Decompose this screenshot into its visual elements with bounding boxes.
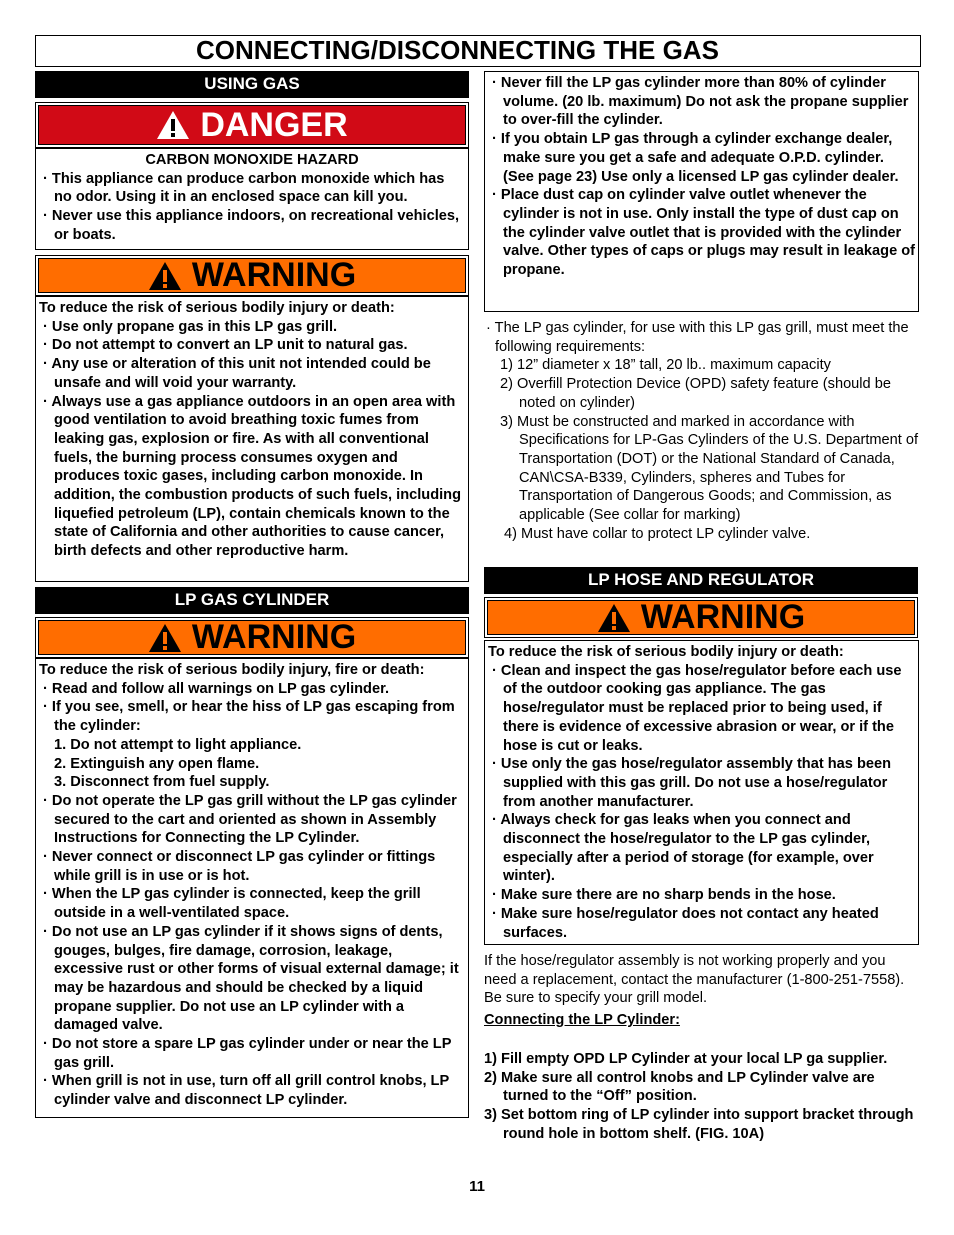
warning-label: WARNING <box>640 598 806 636</box>
danger-label: DANGER <box>200 105 348 144</box>
requirement-item: 2) Overfill Protection Device (OPD) safety feature (should be noted on cylinder) <box>500 376 891 411</box>
warning-item: · Never connect or disconnect LP gas cylinder or fittings while grill is in use or is hot. <box>43 849 436 884</box>
section-header-lp-gas-cylinder: LP GAS CYLINDER <box>35 587 469 614</box>
connecting-title: Connecting the LP Cylinder: <box>484 1012 680 1028</box>
requirement-item: 1) 12” diameter x 18” tall, 20 lb.. maximum capacity <box>500 357 831 374</box>
warning-item: · Do not operate the LP gas grill without the LP gas cylinder secured to the cart and oriented as shown in Assembly Instructions for Connecting the LP Cylinder. <box>43 792 457 847</box>
warning-box-2 <box>35 658 469 1118</box>
warning-item: · Clean and inspect the gas hose/regulator before each use of the outdoor cooking gas appliance. The gas hose/regulator must be replaced prior to being used, if there is evidence of excessive abrasion or wear, or if the hose is cut or leaks. <box>492 662 902 754</box>
warning-subitem: 2. Extinguish any open flame. <box>54 755 260 772</box>
cylinder-requirements <box>484 319 920 543</box>
co-hazard-item: · This appliance can produce carbon monoxide which has no odor. Using it in an enclosed space can kill you. <box>43 170 445 206</box>
connecting-step: 1) Fill empty OPD LP Cylinder at your local LP ga supplier. <box>484 1051 888 1067</box>
co-hazard-box <box>35 148 469 250</box>
cylinder-warning-box-continued <box>484 71 919 312</box>
warning-label: WARNING <box>191 256 357 294</box>
warning-item: · Never fill the LP gas cylinder more than 80% of cylinder volume. (20 lb. maximum) Do not ask the propane supplier to over-fill the cylinder. <box>492 75 909 129</box>
requirement-item: 3) Must be constructed and marked in accordance with Specifications for LP-Gas Cylinders of the U.S. Department of Transportation (DOT) or the National Standard of Canada, CAN\CSA-B339, Cylinders, spheres and Tubes for Transportation of Dangerous Goods; and Commission, as applicable (See collar for marking) <box>500 413 919 524</box>
warning-item: · Do not attempt to convert an LP unit to natural gas. <box>43 337 408 354</box>
warning-item: · When grill is not in use, turn off all grill control knobs, LP cylinder valve and disconnect LP cylinder. <box>43 1073 449 1109</box>
warning-item: · Use only propane gas in this LP gas grill. <box>43 318 338 335</box>
warning-item: · Make sure there are no sharp bends in the hose. <box>492 887 836 904</box>
alert-triangle-icon <box>597 603 631 633</box>
warning-signal-panel-3 <box>484 597 918 638</box>
warning-intro: To reduce the risk of serious bodily injury or death: <box>488 644 844 660</box>
warning-subitem: 1. Do not attempt to light appliance. <box>54 736 302 753</box>
warning-item: · Read and follow all warnings on LP gas cylinder. <box>43 680 389 697</box>
warning-item: · Use only the gas hose/regulator assembly that has been supplied with this gas grill. Do not use a hose/regulator from another manufacturer. <box>492 756 892 810</box>
co-hazard-title: CARBON MONOXIDE HAZARD <box>145 152 359 168</box>
warning-intro: To reduce the risk of serious bodily injury, fire or death: <box>39 662 425 678</box>
warning-signal-panel-2 <box>35 617 469 658</box>
warning-intro: To reduce the risk of serious bodily injury or death: <box>39 300 395 316</box>
warning-item: · If you obtain LP gas through a cylinder exchange dealer, make sure you get a safe and adequate O.P.D. cylinder. (See page 23) Use only a licensed LP gas cylinder dealer. <box>492 131 899 185</box>
warning-item: · Always check for gas leaks when you connect and disconnect the hose/regulator to the LP gas cylinder, especially after a period of storage (for example, over winter). <box>492 812 874 885</box>
warning-item: · Do not store a spare LP gas cylinder under or near the LP gas grill. <box>43 1036 452 1071</box>
warning-box-3 <box>484 640 919 945</box>
warning-item: · Make sure hose/regulator does not contact any heated surfaces. <box>492 905 879 941</box>
warning-item: · If you see, smell, or hear the hiss of LP gas escaping from the cylinder: <box>43 699 455 735</box>
warning-item: · Any use or alteration of this unit not intended could be unsafe and will void your warranty. <box>43 356 431 391</box>
danger-signal-panel <box>35 102 469 148</box>
warning-subitem: 3. Disconnect from fuel supply. <box>54 774 270 791</box>
alert-triangle-icon <box>148 623 182 653</box>
warning-item: · When the LP gas cylinder is connected, keep the grill outside in a well-ventilated space. <box>43 886 421 922</box>
warning-label: WARNING <box>191 618 357 656</box>
connecting-step: 2) Make sure all control knobs and LP Cylinder valve are turned to the “Off” position. <box>484 1069 875 1105</box>
alert-triangle-icon <box>148 261 182 291</box>
warning-item: · Always use a gas appliance outdoors in an open area with good ventilation to avoid breathing toxic fumes from leaking gas, explosion or fire. As with all conventional fuels, the burning process consumes oxygen and produces toxic gases, including carbon monoxide. In addition, the combustion products of such fuels, including liquefied petroleum (LP), contain chemicals known to the state of California and other authorities to cause cancer, birth defects and other reproductive harm. <box>43 393 462 560</box>
requirement-item: 4) Must have collar to protect LP cylinder valve. <box>504 525 811 542</box>
section-header-using-gas: USING GAS <box>35 71 469 98</box>
connecting-steps <box>484 1050 920 1144</box>
warning-item: · Place dust cap on cylinder valve outlet whenever the cylinder is not in use. Only install the type of dust cap on the cylinder valve outlet that is provided with the cylinder valve. Other types of caps or plugs may result in leakage of propane. <box>492 187 916 279</box>
section-header-lp-hose-regulator: LP HOSE AND REGULATOR <box>484 567 918 594</box>
co-hazard-item: · Never use this appliance indoors, on recreational vehicles, or boats. <box>43 208 460 243</box>
warning-item: · Do not use an LP gas cylinder if it shows signs of dents, gouges, bulges, fire damage, corrosion, leakage, excessive rust or other forms of visual external damage; it may be hazardous and should be checked by a liquid propane supplier. Do not use an LP cylinder with a damaged valve. <box>43 923 459 1034</box>
requirements-intro: · The LP gas cylinder, for use with this LP gas grill, must meet the following requirements: <box>486 320 909 355</box>
page-title: CONNECTING/DISCONNECTING THE GAS <box>35 35 921 67</box>
page-number: 11 <box>469 1178 485 1195</box>
replacement-paragraph: If the hose/regulator assembly is not working properly and you need a replacement, contact the manufacturer (1-800-251-7558). Be sure to specify your grill model. <box>484 953 905 1007</box>
connecting-step: 3) Set bottom ring of LP cylinder into support bracket through round hole in bottom shelf. (FIG. 10A) <box>484 1107 914 1142</box>
alert-triangle-icon <box>156 110 190 140</box>
warning-signal-panel-1 <box>35 255 469 296</box>
warning-box-1 <box>35 296 469 582</box>
